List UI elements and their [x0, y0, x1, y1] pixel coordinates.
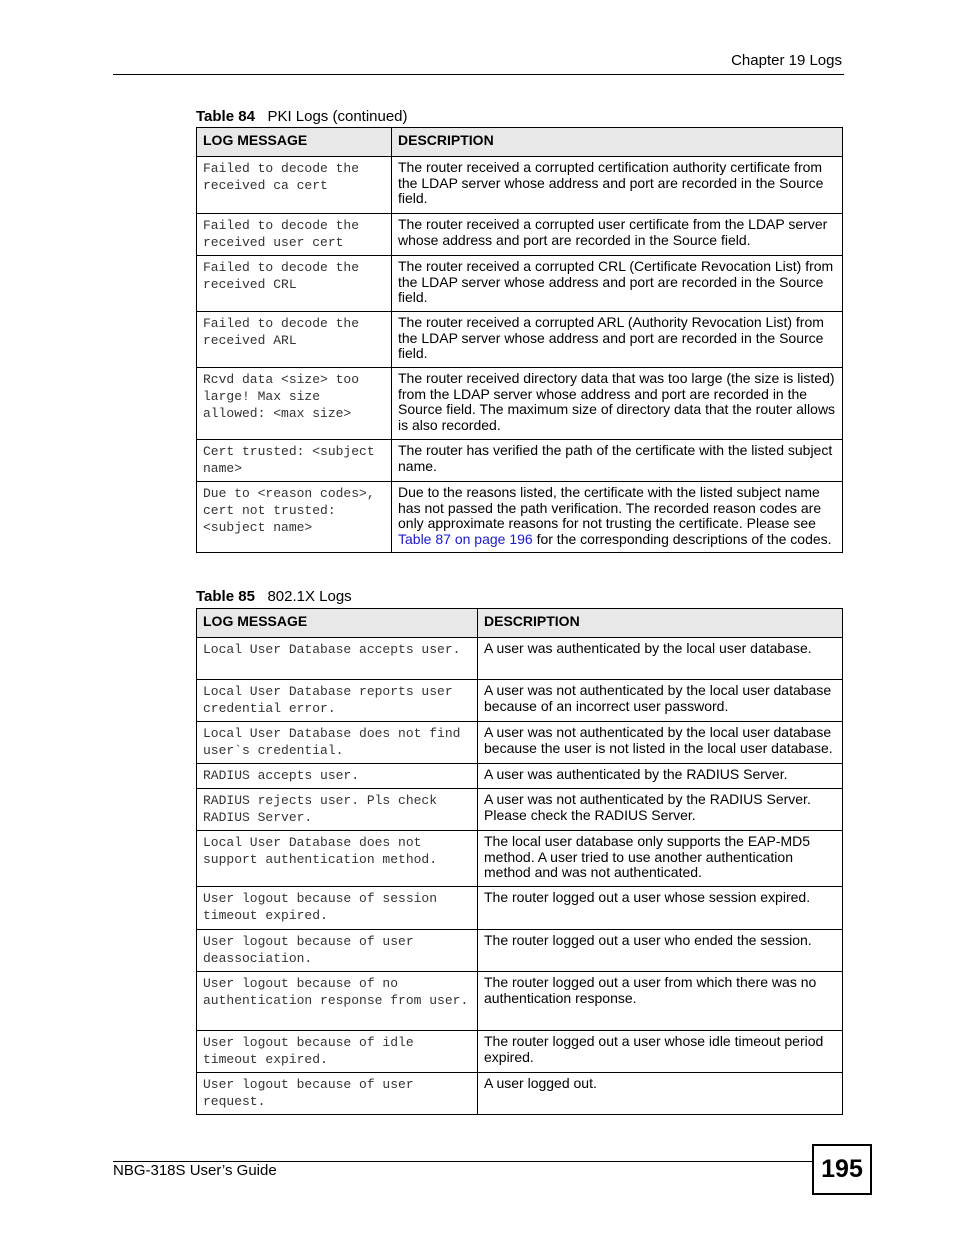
log-message: Failed to decode the received ARL [197, 312, 392, 368]
log-message: Failed to decode the received user cert [197, 214, 392, 256]
table-row [197, 157, 843, 214]
table-row [197, 764, 843, 789]
table-84-number: Table 84 [196, 108, 255, 125]
log-message: Rcvd data <size> too large! Max size allowed: <max size> [197, 368, 392, 440]
table-87-link[interactable]: Table 87 on page 196 [398, 530, 533, 547]
log-description: Due to the reasons listed, the certificate with the listed subject name has not passed the path verification. The recorded reason codes are only approximate reasons for not trusting the certificate. Please see [398, 484, 822, 532]
table-row [197, 440, 843, 482]
log-message: Due to <reason codes>, cert not trusted: <subject name> [197, 482, 392, 553]
table-84-title: PKI Logs (continued) [267, 108, 408, 125]
log-description: The router logged out a user who ended the session. [478, 930, 843, 972]
table-row [197, 930, 843, 972]
table-85-number: Table 85 [196, 588, 255, 605]
log-message: Local User Database reports user credential error. [197, 680, 478, 722]
table-row [197, 312, 843, 368]
log-message: User logout because of session timeout expired. [197, 887, 478, 930]
table-row [197, 972, 843, 1031]
log-description: A user was not authenticated by the local user database because of an incorrect user password. [478, 680, 843, 722]
log-description: The router received a corrupted certification authority certificate from the LDAP server whose address and port are recorded in the Source field. [392, 157, 843, 214]
log-message: Local User Database accepts user. [197, 638, 478, 680]
table-row [197, 256, 843, 312]
header-rule [113, 74, 844, 75]
table-84-header-row [197, 128, 843, 157]
log-description: The router has verified the path of the certificate with the listed subject name. [392, 440, 843, 482]
log-message: Cert trusted: <subject name> [197, 440, 392, 482]
log-message: User logout because of user deassociation. [197, 930, 478, 972]
log-description: The router received a corrupted CRL (Certificate Revocation List) from the LDAP server whose address and port are recorded in the Source field. [392, 256, 843, 312]
log-description-tail: for the corresponding descriptions of the codes. [536, 530, 832, 547]
log-message: Local User Database does not support authentication method. [197, 831, 478, 887]
log-description: A user was authenticated by the RADIUS Server. [478, 764, 843, 789]
table-84-caption [196, 108, 408, 125]
log-description: A user was authenticated by the local user database. [478, 638, 843, 680]
table-85 [196, 608, 843, 1115]
log-message: Failed to decode the received ca cert [197, 157, 392, 214]
log-message: RADIUS rejects user. Pls check RADIUS Server. [197, 789, 478, 831]
table-85-caption [196, 588, 352, 605]
log-message: User logout because of no authentication response from user. [197, 972, 478, 1031]
table-85-col-description: DESCRIPTION [478, 609, 843, 638]
table-row [197, 1031, 843, 1073]
log-description: A user was not authenticated by the RADIUS Server. Please check the RADIUS Server. [478, 789, 843, 831]
log-message: User logout because of idle timeout expired. [197, 1031, 478, 1073]
table-row [197, 887, 843, 930]
table-row [197, 368, 843, 440]
table-85-header-row [197, 609, 843, 638]
log-description: The router received directory data that was too large (the size is listed) from the LDAP server whose address and port are recorded in the Source field. The maximum size of directory data that the router allows is also recorded. [392, 368, 843, 440]
table-row [197, 831, 843, 887]
table-85-col-message: LOG MESSAGE [197, 609, 478, 638]
page-number: 195 [812, 1144, 872, 1195]
log-message: Failed to decode the received CRL [197, 256, 392, 312]
table-84-col-message: LOG MESSAGE [197, 128, 392, 157]
log-message: RADIUS accepts user. [197, 764, 478, 789]
table-row [197, 214, 843, 256]
log-description: The router logged out a user whose session expired. [478, 887, 843, 930]
log-description-with-link [392, 482, 843, 553]
table-row [197, 482, 843, 553]
table-row [197, 789, 843, 831]
log-message: Local User Database does not find user`s credential. [197, 722, 478, 764]
table-row [197, 722, 843, 764]
log-description: The router received a corrupted ARL (Authority Revocation List) from the LDAP server whose address and port are recorded in the Source field. [392, 312, 843, 368]
table-84-col-description: DESCRIPTION [392, 128, 843, 157]
log-description: A user was not authenticated by the local user database because the user is not listed in the local user database. [478, 722, 843, 764]
table-85-title: 802.1X Logs [267, 588, 352, 605]
table-84 [196, 127, 843, 553]
log-description: The router logged out a user whose idle timeout period expired. [478, 1031, 843, 1073]
log-description: The router received a corrupted user certificate from the LDAP server whose address and port are recorded in the Source field. [392, 214, 843, 256]
table-row [197, 1073, 843, 1115]
log-description: The local user database only supports the EAP-MD5 method. A user tried to use another authentication method and was not authenticated. [478, 831, 843, 887]
table-row [197, 638, 843, 680]
table-row [197, 680, 843, 722]
guide-title: NBG-318S User’s Guide [113, 1162, 277, 1179]
log-message: User logout because of user request. [197, 1073, 478, 1115]
log-description: The router logged out a user from which there was no authentication response. [478, 972, 843, 1031]
chapter-header: Chapter 19 Logs [731, 52, 842, 69]
log-description: A user logged out. [478, 1073, 843, 1115]
